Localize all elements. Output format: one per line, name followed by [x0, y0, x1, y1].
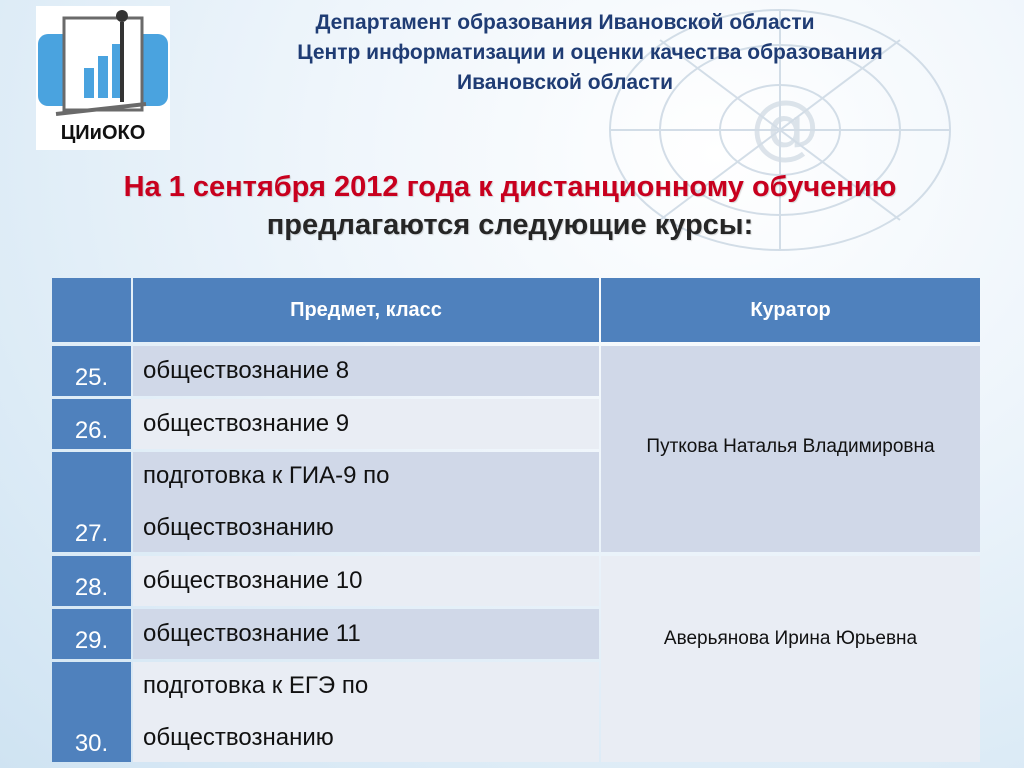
- curator-cell: Аверьянова Ирина Юрьевна: [601, 556, 980, 762]
- row-subject: обществознание 11: [133, 609, 599, 659]
- row-subject: обществознание 10: [133, 556, 599, 606]
- page-title: [30, 168, 990, 244]
- department-line-2: Центр информатизации и оценки качества образования: [297, 41, 883, 64]
- header-num: [52, 278, 131, 342]
- row-num: 30.: [52, 662, 131, 762]
- title-line-2: предлагаются следующие курсы:: [266, 209, 754, 241]
- row-subject: обществознание 9: [133, 399, 599, 449]
- courses-table: [52, 278, 980, 762]
- department-header: [180, 8, 1000, 98]
- row-num: 26.: [52, 399, 131, 449]
- header-curator: Куратор: [601, 278, 980, 342]
- department-line-3: Ивановской области: [457, 71, 673, 94]
- row-num: 25.: [52, 346, 131, 396]
- row-subject: обществознание 8: [133, 346, 599, 396]
- title-line-1: На 1 сентября 2012 года к дистанционному обучению: [123, 171, 897, 203]
- row-subject: подготовка к ЕГЭ по обществознанию: [133, 662, 599, 762]
- logo-text: ЦИиОКО: [60, 122, 146, 144]
- row-num: 28.: [52, 556, 131, 606]
- curator-cell: Путкова Наталья Владимировна: [601, 346, 980, 552]
- row-subject: подготовка к ГИА-9 по обществознанию: [133, 452, 599, 552]
- svg-text:@: @: [750, 85, 820, 167]
- row-num: 29.: [52, 609, 131, 659]
- row-num: 27.: [52, 452, 131, 552]
- header-subject: Предмет, класс: [133, 278, 599, 342]
- department-line-1: Департамент образования Ивановской области: [315, 11, 815, 34]
